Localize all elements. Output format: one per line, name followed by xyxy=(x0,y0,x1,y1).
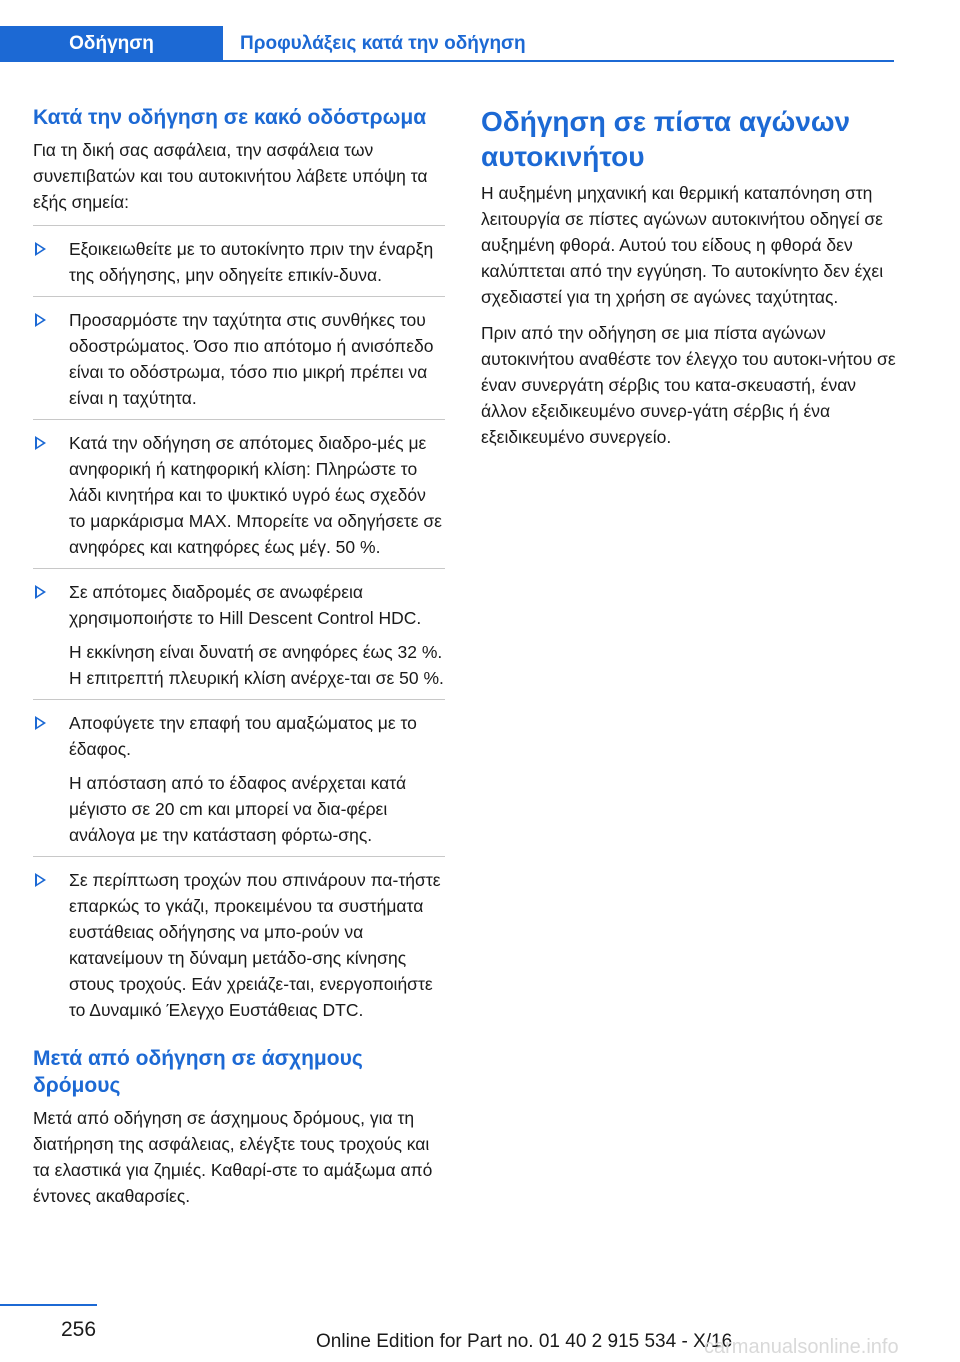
page-header xyxy=(0,0,960,62)
list-item xyxy=(33,297,445,420)
list-item-text: Σε περίπτωση τροχών που σπινάρουν πα‐τήστε επαρκώς το γκάζι, προκειμένου τα συστήματα ευστάθειας οδήγησης να μπο‐ρούν να κατανείμουν τη δύναμη μετάδο‐σης κίνησης στους τροχούς. Εάν χρειάζε‐ται, ενεργοποιήστε το Δυναμικό Έλεγχο Ευστάθειας DTC. xyxy=(69,870,441,1020)
page-number: 256 xyxy=(61,1318,97,1341)
list-item xyxy=(33,420,445,569)
list-item-note: Η απόσταση από το έδαφος ανέρχεται κατά μέγιστο σε 20 cm και μπορεί να δια‐φέρει ανάλογα με την κατάσταση φόρτω‐σης. xyxy=(69,773,407,845)
race-track-paragraph-2: Πριν από την οδήγηση σε μια πίστα αγώνων αυτοκινήτου αναθέστε τον έλεγχο του αυτοκι‐νήτου σε έναν συνεργάτη σέρβις του κατα‐σκευαστή, έναν άλλον εξειδικευμένο συνερ‐γάτη σέρβις ή ένα εξειδικευμένο συνεργείο. xyxy=(481,323,896,447)
list-item-note: Η εκκίνηση είναι δυνατή σε ανηφόρες έως 32 %. Η επιτρεπτή πλευρική κλίση ανέρχε‐ται σε 50 %. xyxy=(69,642,444,688)
list-item xyxy=(33,700,445,857)
triangle-bullet-icon xyxy=(35,585,46,599)
race-track-paragraph-1: Η αυξημένη μηχανική και θερμική καταπόνηση στη λειτουργία σε πίστες αγώνων αυτοκινήτου οδηγεί σε αυξημένη φθορά. Αυτού του είδους η φθορά δεν καλύπτεται από την εγγύηση. Το αυτοκίνητο δεν έχει σχεδιαστεί για τη χρήση σε αγώνες ταχύτητας. xyxy=(481,183,884,307)
list-item xyxy=(33,569,445,700)
bullet-list xyxy=(33,225,445,1031)
heading-rough-road: Κατά την οδήγηση σε κακό οδόστρωμα xyxy=(33,106,427,129)
list-item-text: Προσαρμόστε την ταχύτητα στις συνθήκες του οδοστρώματος. Όσο πιο απότομο ή ανισόπεδο είναι το οδόστρωμα, τόσο πιο μικρή πρέπει να είναι η ταχύτητα. xyxy=(69,310,434,408)
heading-after-rough-road: Μετά από οδήγηση σε άσχημους δρόμους xyxy=(33,1047,363,1097)
left-column xyxy=(33,104,445,1219)
list-item xyxy=(33,225,445,297)
triangle-bullet-icon xyxy=(35,313,46,327)
list-item-text: Αποφύγετε την επαφή του αμαξώματος με το έδαφος. xyxy=(69,713,417,759)
triangle-bullet-icon xyxy=(35,873,46,887)
watermark: carmanualsonline.info xyxy=(704,1336,899,1358)
after-rough-road-paragraph: Μετά από οδήγηση σε άσχημους δρόμους, για τη διατήρηση της ασφάλειας, ελέγξτε τους τροχούς και τα ελαστικά για ζημιές. Καθαρί‐στε το αμάξωμα από έντονες ακαθαρσίες. xyxy=(33,1108,433,1206)
triangle-bullet-icon xyxy=(35,436,46,450)
heading-race-track: Οδήγηση σε πίστα αγώνων αυτοκινήτου xyxy=(481,106,851,172)
list-item-text: Σε απότομες διαδρομές σε ανωφέρεια χρησιμοποιήστε το Hill Descent Control HDC. xyxy=(69,582,422,628)
edition-info: Online Edition for Part no. 01 40 2 915 534 - X/16 xyxy=(316,1331,733,1352)
intro-paragraph: Για τη δική σας ασφάλεια, την ασφάλεια των συνεπιβατών και του αυτοκινήτου λάβετε υπόψη τα εξής σημεία: xyxy=(33,140,428,212)
list-item-text: Κατά την οδήγηση σε απότομες διαδρο‐μές με ανηφορική ή κατηφορική κλίση: Πληρώστε το λάδι κινητήρα και το ψυκτικό υγρό έως σχεδόν το μαρκάρισμα MAX. Μπορείτε να οδηγήσετε σε ανηφόρες και κατηφόρες έως μέγ. 50 %. xyxy=(69,433,442,557)
list-item-text: Εξοικειωθείτε με το αυτοκίνητο πριν την έναρξη της οδήγησης, μην οδηγείτε επικίν‐δυνα. xyxy=(69,239,434,285)
triangle-bullet-icon xyxy=(35,242,46,256)
triangle-bullet-icon xyxy=(35,716,46,730)
footer-divider xyxy=(0,1304,97,1306)
section-title: Προφυλάξεις κατά την οδήγηση xyxy=(240,33,526,54)
chapter-tab: Οδήγηση xyxy=(0,26,223,62)
list-item xyxy=(33,857,445,1031)
header-divider xyxy=(223,60,894,62)
right-column xyxy=(481,104,896,460)
